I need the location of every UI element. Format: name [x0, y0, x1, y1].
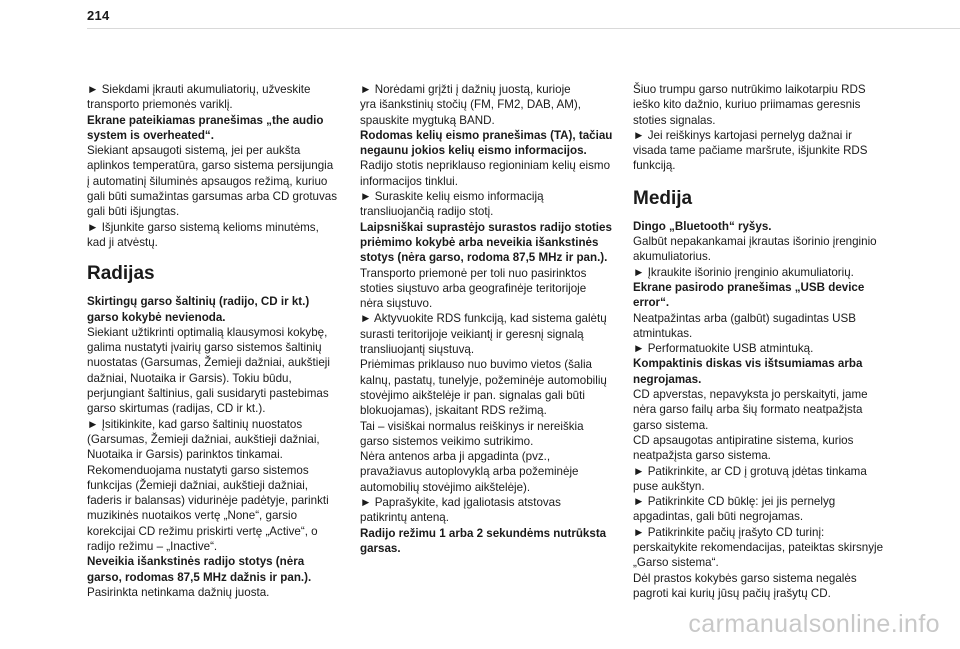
bold-paragraph: Laipsniškai suprastėjo surastos radijo stoties priėmimo kokybė arba neveikia išankstinės stotys (nėra garso, rodoma 87,5 MHz ir pan.). [360, 220, 612, 265]
bold-paragraph: Radijo režimu 1 arba 2 sekundėms nutrūksta garsas. [360, 526, 607, 555]
paragraph: CD apverstas, nepavyksta jo perskaityti, jame nėra garso failų arba šių formato neatpažįsta garso sistema. CD apsaugotas antipiratine sistema, kurios neatpažįsta garso sistema. ► Patikrinkite, ar CD į grotuvą įdėtas tinkama puse aukštyn. ► Patikrinkite CD būklę: jei jis pernelyg apgadintas, gali būti negrojamas. ► Patikrinkite pačių įrašyto CD turinį: perskaitykite rekomendacijas, pateiktas skirsnyje „Garso sistema“. Dėl prastos kokybės garso sistema negalės pagroti kai kurių jūsų pačių įrašytų CD. [633, 388, 884, 600]
paragraph: Šiuo trumpu garso nutrūkimo laikotarpiu RDS ieško kito dažnio, kuriuo priimamas geresnis stoties signalas. ► Jei reiškinys kartojasi pernelyg dažnai ir visada tame pačiame maršrute, išjunkite RDS funkciją. [633, 83, 868, 173]
section-heading: Medija [633, 187, 693, 209]
paragraph: Pasirinkta netinkama dažnių juosta. [87, 585, 270, 599]
paragraph: ► Siekdami įkrauti akumuliatorių, užveskite transporto priemonės variklį. [87, 83, 311, 112]
watermark-text: carmanualsonline.info [688, 610, 940, 638]
text-column-3 [633, 82, 895, 601]
bold-paragraph: Kompaktinis diskas vis ištsumiamas arba negrojamas. [633, 357, 863, 386]
paragraph: Neatpažintas arba (galbūt) sugadintas USB atmintukas. ► Performatuokite USB atmintuką. [633, 311, 856, 356]
bold-paragraph: Skirtingų garso šaltinių (radijo, CD ir kt.) garso kokybė nevienoda. [87, 295, 310, 324]
paragraph: Siekiant apsaugoti sistemą, jei per aukšta aplinkos temperatūra, garso sistema persijungia į automatinį šiluminės apsaugos režimą, kuriuo gali būti sumažintas garsumas arba CD grotuvas gali būti išjungtas. ► Išjunkite garso sistemą kelioms minutėms, kad ji atvėstų. [87, 144, 338, 249]
paragraph: Siekiant užtikrinti optimalią klausymosi kokybę, galima nustatyti įvairių garso sistemos šaltinių nuostatas (Garsumas, Žemieji dažniai, aukštieji dažniai, Nuotaika ir Garsis). Tokiu būdu, perjungiant šaltinius, gali susidaryti pastebimas garso skirtumas (radijas, CD ir kt.). ► Įsitikinkite, kad garso šaltinių nuostatos (Garsumas, Žemieji dažniai, aukštieji dažniai, Nuotaika ir Garsis) parinktos tinkamai. Rekomenduojama nustatyti garso sistemos funkcijas (Žemieji dažniai, aukštieji dažniai, faderis ir balansas) vidurinėje padėtyje, parinkti muzikinės nuotaikos vertę „None“, garsio korekcijai CD režimu priskirti vertę „Active“, o radijo režimu – „Inactive“. [87, 325, 330, 554]
paragraph: ► Norėdami grįžti į dažnių juostą, kurioje yra išankstinių stočių (FM, FM2, DAB, AM), spauskite mygtuką BAND. [360, 83, 581, 127]
page-number: 214 [87, 8, 110, 23]
text-column-1 [87, 82, 357, 600]
bold-paragraph: Rodomas kelių eismo pranešimas (TA), tačiau negaunu jokios kelių eismo informacijos. [360, 128, 613, 158]
bold-paragraph: Ekrane pateikiamas pranešimas „the audio system is overheated“. [87, 113, 324, 142]
text-column-2 [360, 82, 622, 556]
header-divider [87, 28, 960, 29]
paragraph: Galbūt nepakankamai įkrautas išorinio įrenginio akumuliatorius. ► Įkraukite išorinio įrenginio akumuliatorių. [633, 235, 877, 279]
bold-paragraph: Ekrane pasirodo pranešimas „USB device error“. [633, 280, 865, 310]
paragraph: Transporto priemonė per toli nuo pasirinktos stoties siųstuvo arba geografinėje teritorijoje nėra siųstuvo. ► Aktyvuokite RDS funkciją, kad sistema galėtų surasti teritorijoje veikiantį ir geresnį signalą transliuojantį siųstuvą. Priėmimas priklauso nuo buvimo vietos (šalia kalnų, pastatų, tunelyje, požeminėje automobilių stovėjimo aikštelėje ir pan. signalas gali būti blokuojamas), įskaitant RDS režimą. Tai – visiškai normalus reiškinys ir nereiškia garso sistemos veikimo sutrikimo. Nėra antenos arba ji apgadinta (pvz., pravažiavus autoplovyklą arba požeminėje automobilių stovėjimo aikštelėje). ► Paprašykite, kad įgaliotasis atstovas patikrintų anteną. [360, 266, 607, 525]
section-heading: Radijas [87, 263, 155, 285]
bold-paragraph: Dingo „Bluetooth“ ryšys. [633, 219, 772, 233]
bold-paragraph: Neveikia išankstinės radijo stotys (nėra garso, rodomas 87,5 MHz dažnis ir pan.). [87, 555, 312, 584]
paragraph: Radijo stotis nepriklauso regioniniam kelių eismo informacijos tinklui. ► Suraskite kelių eismo informaciją transliuojančią radijo stotį. [360, 159, 611, 219]
